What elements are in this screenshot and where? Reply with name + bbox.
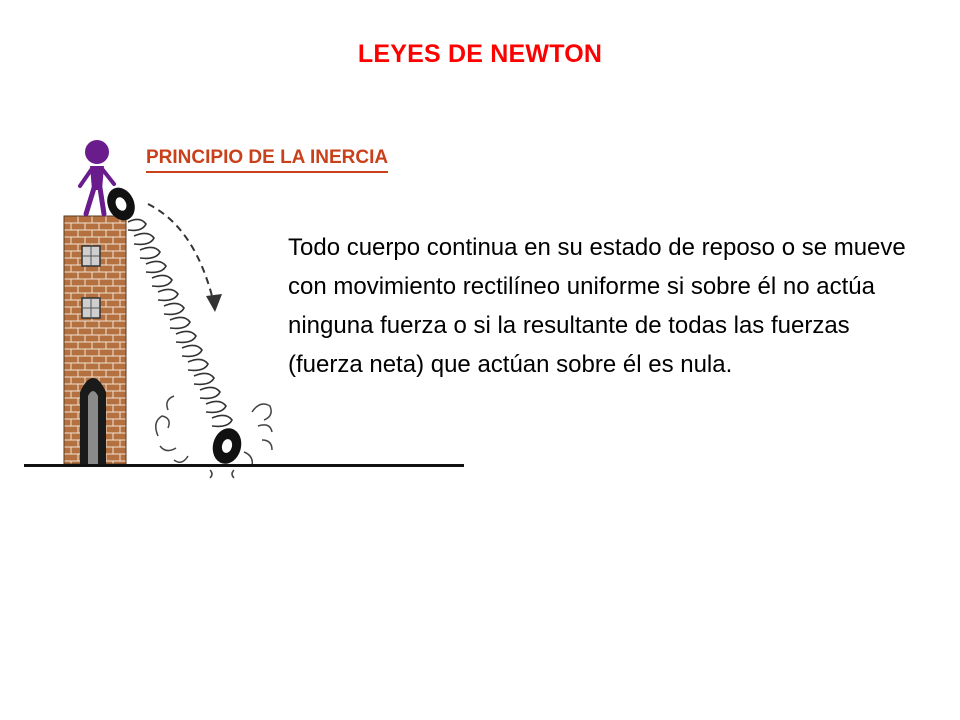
person-arm-right <box>103 170 114 184</box>
person-arm-left <box>80 170 91 186</box>
motion-arrow <box>148 204 222 312</box>
brick-tower <box>64 216 126 464</box>
person-head <box>85 140 109 164</box>
tire-bottom <box>209 425 245 467</box>
ground-line <box>24 464 464 467</box>
tower-door-shading <box>88 391 98 464</box>
person-leg-left <box>86 188 94 214</box>
person-leg-right <box>100 188 104 214</box>
slide-title: LEYES DE NEWTON <box>357 40 603 68</box>
arrow-head-icon <box>206 294 222 312</box>
slide-body-text: Todo cuerpo continua en su estado de reposo o se mueve con movimiento rectilíneo uniforme si sobre él no actúa ninguna fuerza o si la resultante de todas las fuerzas (fuerza neta) que actúan sobre él es nula. <box>288 234 906 378</box>
inertia-illustration <box>0 120 480 480</box>
slide-subtitle: PRINCIPIO DE LA INERCIA <box>146 146 388 173</box>
falling-trajectory <box>128 219 232 426</box>
